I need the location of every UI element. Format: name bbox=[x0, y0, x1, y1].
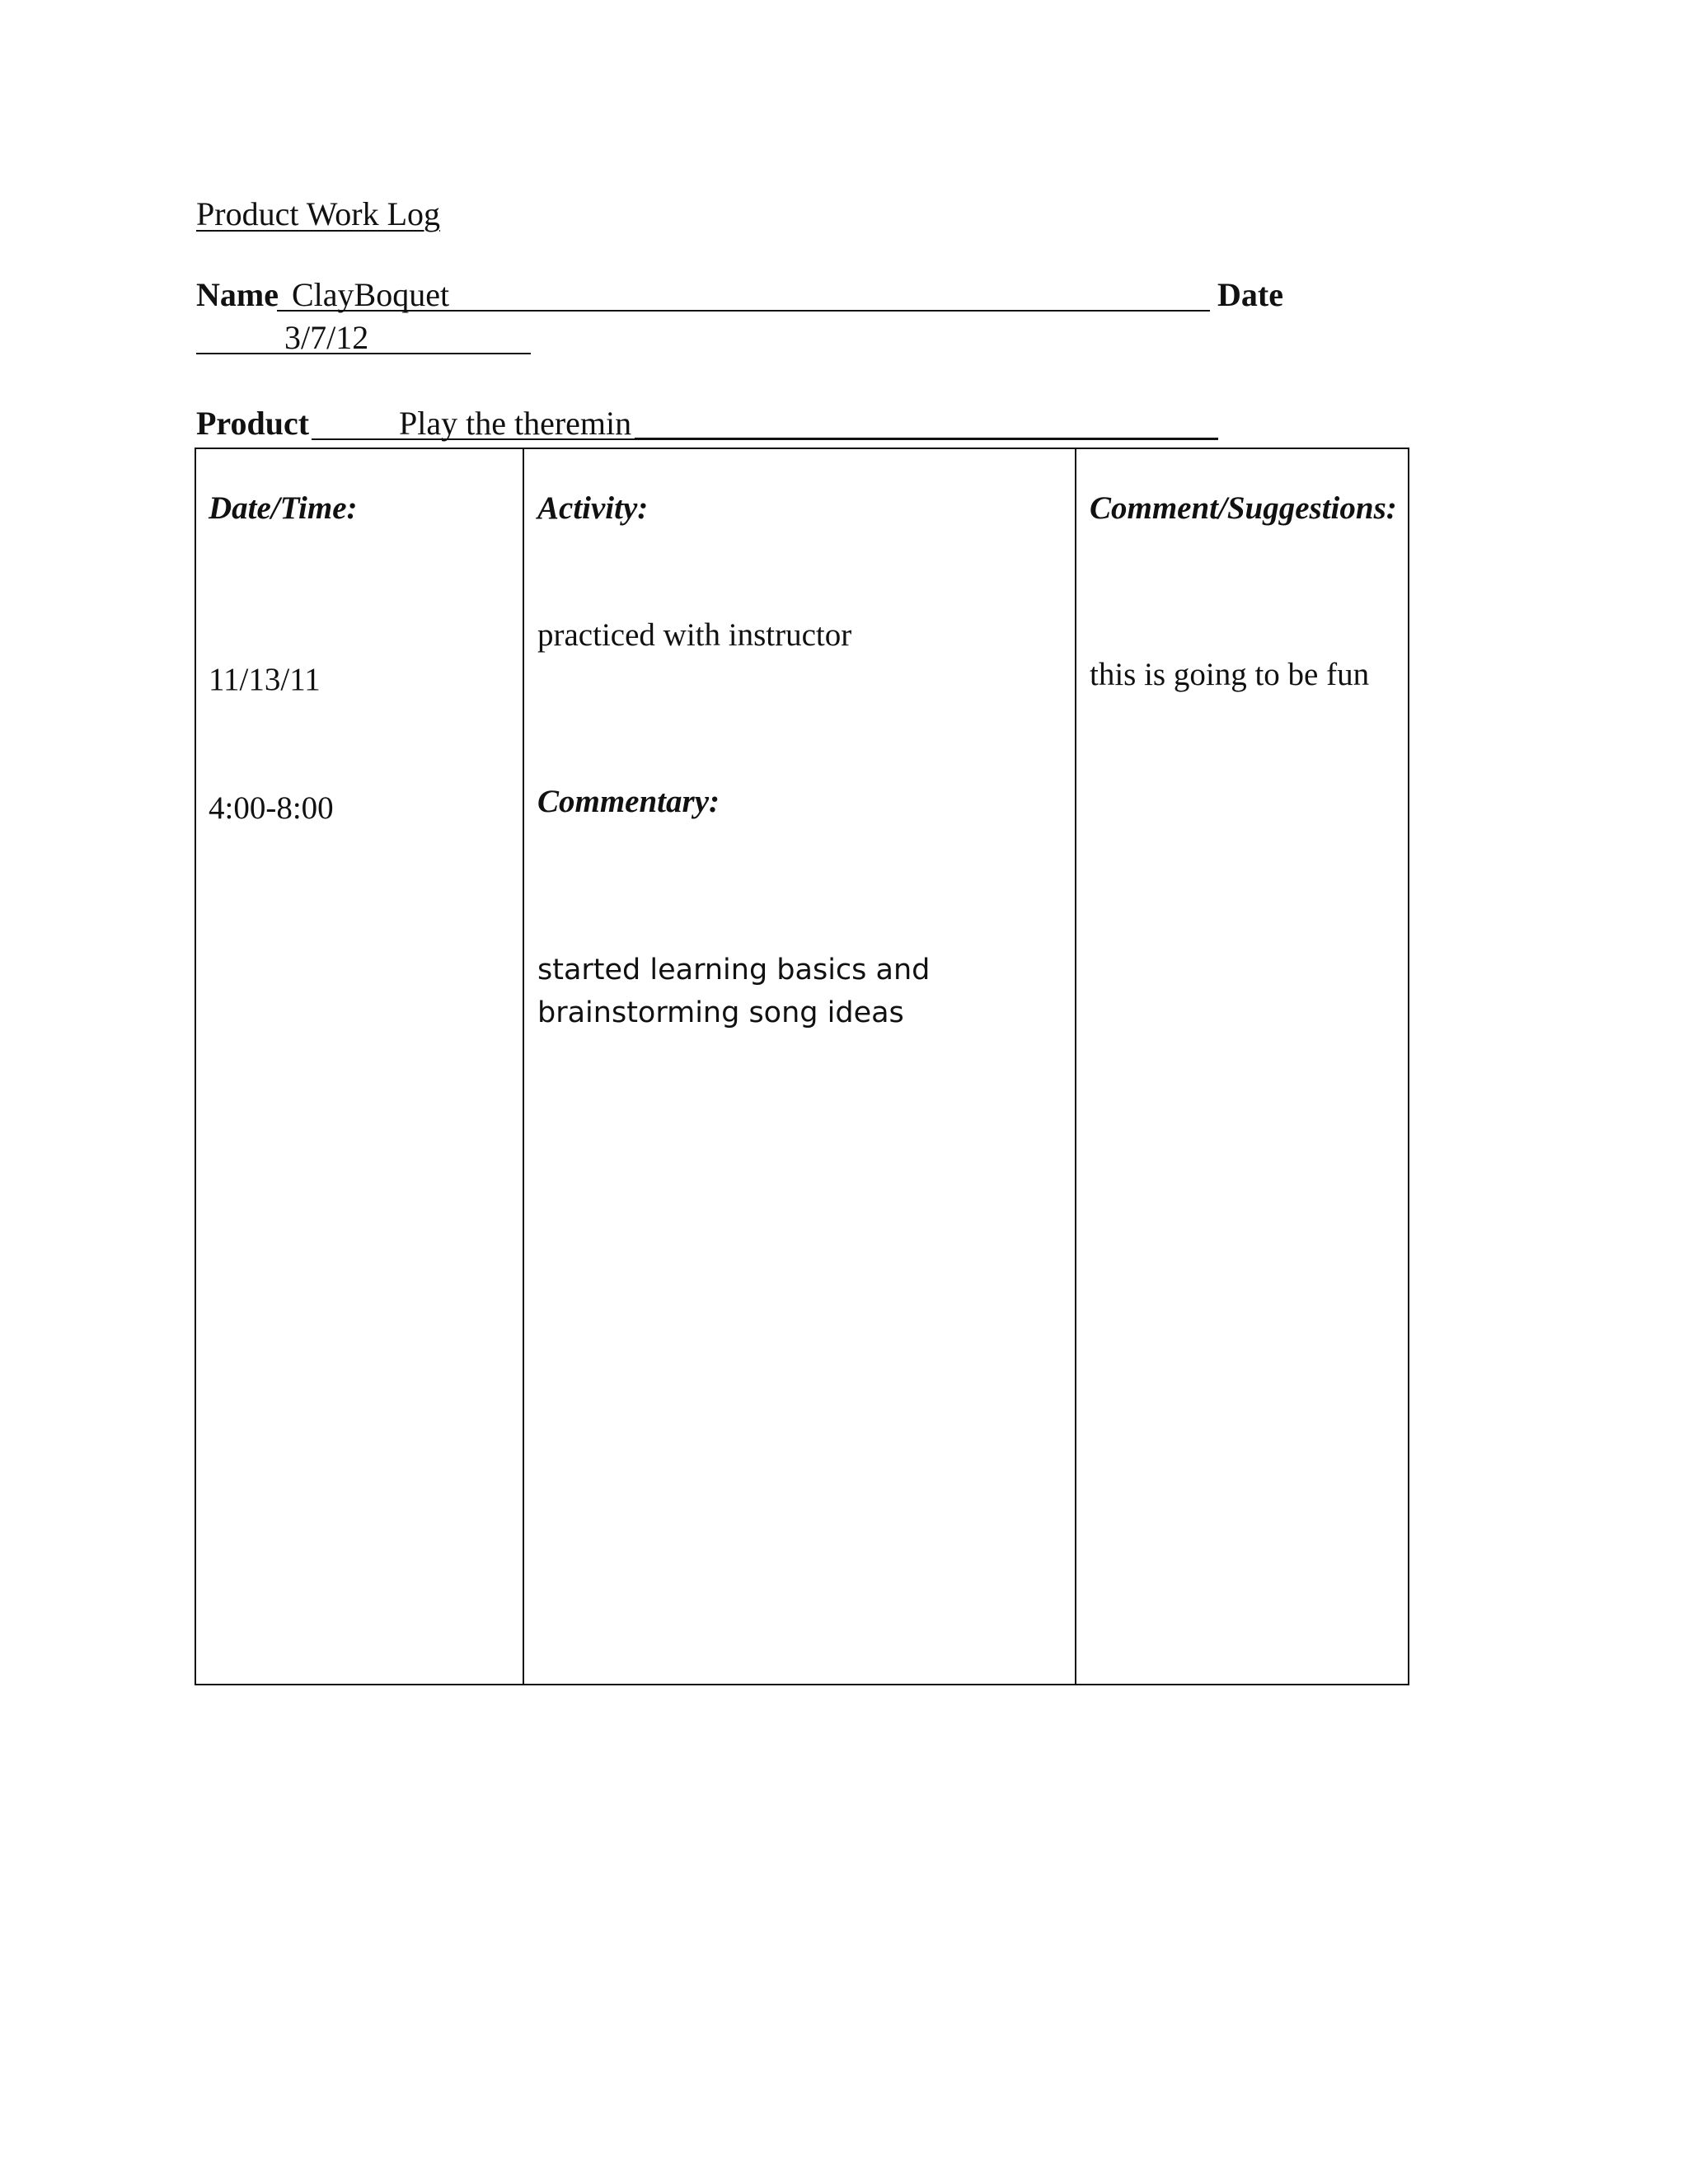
entry-time[interactable]: 4:00-8:00 bbox=[209, 790, 334, 826]
date-label: Date bbox=[1217, 276, 1283, 313]
product-underline-lead bbox=[312, 438, 399, 440]
page-title: Product Work Log bbox=[196, 195, 441, 232]
date-time-column bbox=[196, 449, 524, 1684]
entry-date[interactable]: 11/13/11 bbox=[209, 662, 321, 697]
name-value[interactable]: ClayBoquet bbox=[292, 276, 450, 313]
entry-commentary[interactable]: started learning basics and brainstorming song ideas bbox=[537, 954, 931, 1029]
comments-header: Comment/Suggestions: bbox=[1090, 490, 1397, 526]
product-label: Product bbox=[196, 405, 310, 442]
date-time-header: Date/Time: bbox=[209, 490, 358, 526]
name-label: Name bbox=[196, 276, 279, 313]
work-log-table bbox=[195, 448, 1409, 1685]
entry-activity[interactable]: practiced with instructor bbox=[537, 617, 852, 653]
product-value[interactable]: Play the theremin bbox=[399, 405, 632, 442]
entry-comment[interactable]: this is going to be fun bbox=[1090, 657, 1370, 692]
activity-header: Activity: bbox=[537, 490, 649, 526]
commentary-label: Commentary: bbox=[537, 784, 720, 819]
product-underline-tail bbox=[635, 438, 1218, 440]
date-value[interactable]: 3/7/12 bbox=[284, 319, 369, 356]
